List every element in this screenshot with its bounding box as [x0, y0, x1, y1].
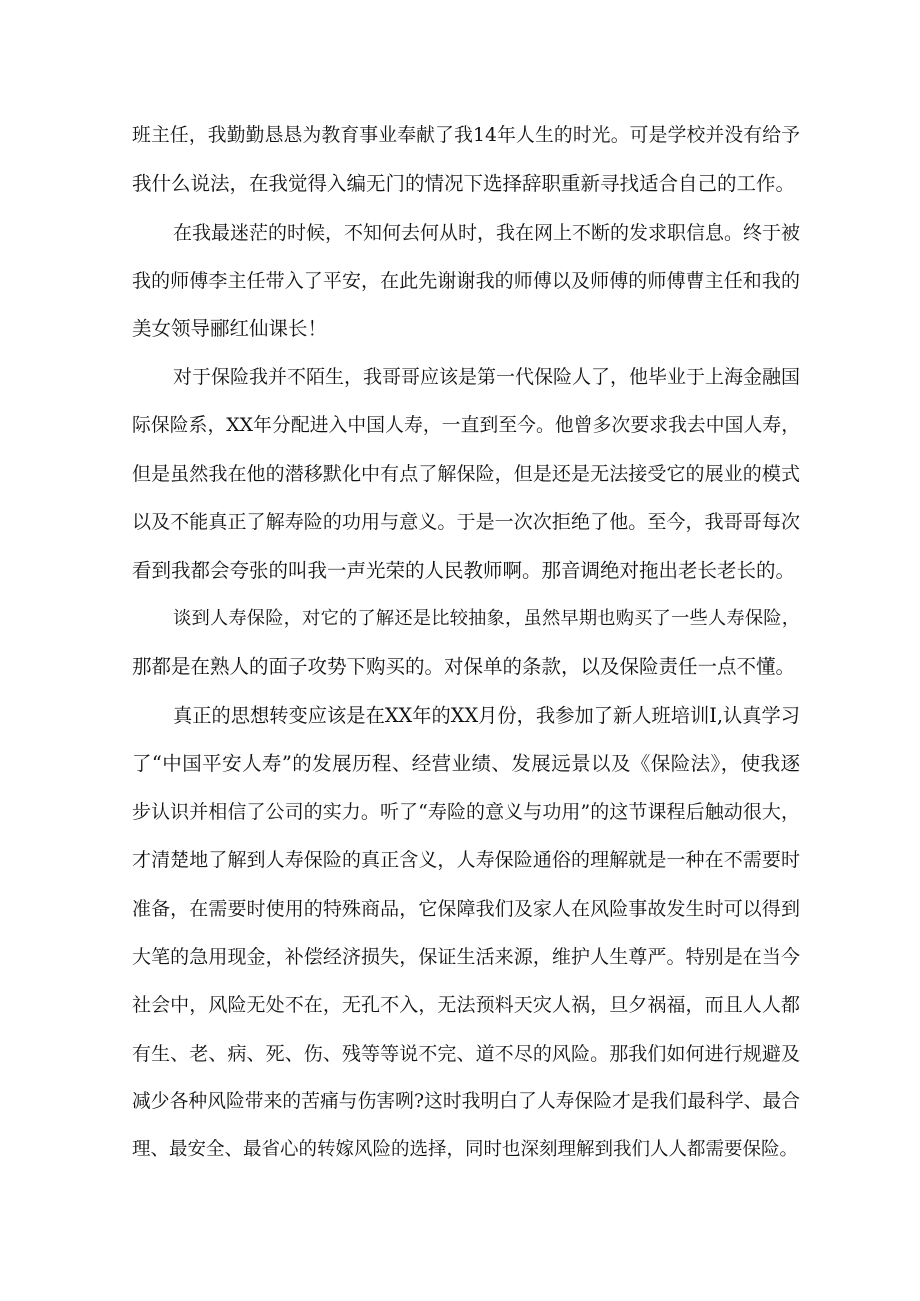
text-line: 社会中，风险无处不在，无孔不入，无法预料天灾人祸，旦夕祸福，而且人人都 — [132, 994, 800, 1017]
document-body — [132, 112, 800, 1175]
text-line: 以及不能真正了解寿险的功用与意义。于是一次次拒绝了他。至今，我哥哥每次 — [132, 511, 800, 534]
text-line: 有生、老、病、死、伤、残等等说不完、道不尽的风险。那我们如何进行规避及 — [132, 1042, 800, 1065]
paragraph-start-line: 对于保险我并不陌生，我哥哥应该是第一代保险人了，他毕业于上海金融国 — [173, 366, 801, 389]
paragraph-start-line: 真正的思想转变应该是在XX年的XX月份，我参加了新人班培训I,认真学习 — [173, 703, 800, 727]
text-line: 际保险系，XX年分配进入中国人寿，一直到至今。他曾多次要求我去中国人寿， — [132, 414, 800, 436]
text-line: 减少各种风险带来的苦痛与伤害咧?这时我明白了人寿保险才是我们最科学、最合 — [132, 1090, 800, 1112]
paragraph-start-line: 谈到人寿保险，对它的了解还是比较抽象，虽然早期也购买了一些人寿保险， — [173, 607, 800, 629]
text-line: 大笔的急用现金，补偿经济损失，保证生活来源，维护人生尊严。特别是在当今 — [132, 946, 800, 969]
text-line: 但是虽然我在他的潜移默化中有点了解保险，但是还是无法接受它的展业的模式 — [132, 463, 800, 486]
text-line: 那都是在熟人的面子攻势下购买的。对保单的条款，以及保险责任一点不懂。 — [132, 655, 796, 679]
text-line: 美女领导郦红仙课长！ — [132, 317, 328, 341]
text-line: 理、最安全、最省心的转嫁风险的选择，同时也深刻理解到我们人人都需要保险。 — [132, 1139, 799, 1161]
text-line: 准备，在需要时使用的特殊商品，它保障我们及家人在风险事故发生时可以得到 — [132, 897, 800, 920]
text-line: 步认识并相信了公司的实力。听了“寿险的意义与功用”的这节课程后触动很大， — [132, 801, 800, 824]
text-line: 才清楚地了解到人寿保险的真正含义，人寿保险通俗的理解就是一种在不需要时 — [132, 849, 800, 872]
text-line: 班主任，我勤勤恳恳为教育事业奉献了我14年人生的时光。可是学校并没有给予 — [132, 125, 800, 146]
text-line: 我的师傅李主任带入了平安，在此先谢谢我的师傅以及师傅的师傅曹主任和我的 — [132, 269, 800, 292]
text-line: 我什么说法，在我觉得入编无门的情况下选择辞职重新寻找适合自己的工作。 — [132, 172, 796, 196]
paragraph-start-line: 在我最迷茫的时候，不知何去何从时，我在网上不断的发求职信息。终于被 — [173, 221, 801, 244]
text-line: 了“中国平安人寿”的发展历程、经营业绩、发展远景以及《保险法》，使我逐 — [132, 751, 800, 775]
text-line: 看到我都会夸张的叫我一声光荣的人民教师啊。那音调绝对拖出老长老长的。 — [132, 558, 796, 582]
